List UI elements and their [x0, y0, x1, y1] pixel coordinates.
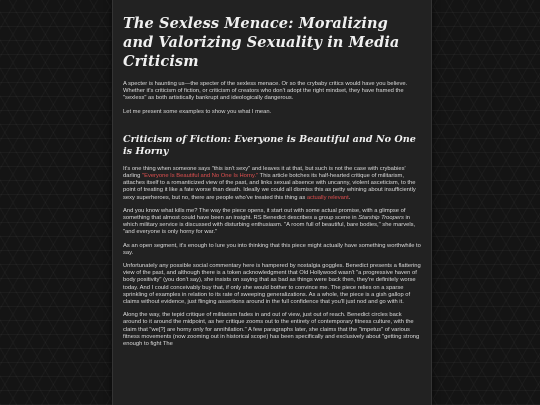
- paragraph-text: .: [348, 194, 351, 201]
- section-heading: Criticism of Fiction: Everyone is Beautiful and No One is Horny: [123, 133, 416, 157]
- paragraph-text: And you know what kills me? The way the piece opens, it start out with some actual promise, with a glimpse of something that almost could have been an insight. RS Benedict describes a group scene in: [123, 207, 406, 222]
- article-link[interactable]: "Everyone Is Beautiful and No One Is Horny.": [142, 173, 259, 180]
- film-title: Starship Troopers: [358, 215, 404, 222]
- article-content: [113, 0, 431, 348]
- article-panel: [112, 0, 432, 405]
- body-paragraph: Unfortunately any possible social commentary here is hampered by nostalgia goggles. Benedict presents a flattering view of the past, and although there is a token acknowledgment that Old Hollywood wasn't "a progressive haven of body positivity" (you don't say), she insists on saying that as bad as things were back then, they're definitely worse today. And I could conceivably buy that, if only she would bother to convince me. The piece relies on a sparse sprinkling of examples in relation to its rate of sweeping generalizations. As a whole, the piece is a gish gallop of claims without evidence, just flinging assertions around in the full confidence that you'll just nod and go with it.: [123, 263, 421, 306]
- paragraph-text: in which military service is discussed with disturbing enthusiasm. "A room full of beautiful, bare bodies," she marvels, "and everyone is only horny for war.": [123, 215, 416, 236]
- body-paragraph: Along the way, the tepid critique of militarism fades in and out of view, just out of reach. Benedict circles back around to it around the midpoint, as her critique zooms out to the entirety of contemporary fitness culture, with the claim that "we[?] are horny only for annihilation." A few paragraphs later, she claims that the "impetus" of various fitness movements (now zooming out in historical scope) has been specifically and exclusively about "getting strong enough to fight The: [123, 312, 420, 348]
- body-paragraph: [123, 166, 421, 202]
- relevant-link[interactable]: actually relevant: [306, 194, 349, 201]
- intro-paragraph: A specter is haunting us—the specter of the sexless menace. Or so the crybaby critics would have you believe. Whether it's criticism of fiction, or criticism of creators who don't adopt the right mindset, they have framed the "sexless" as both artistically bankrupt and ideologically dangerous.: [123, 81, 408, 102]
- paragraph-text: It's one thing when someone says "this isn't sexy" and leaves it at that, but such is not the case with crybabies' darling: [123, 165, 406, 180]
- post-title: The Sexless Menace: Moralizing and Valorizing Sexuality in Media Criticism: [123, 15, 400, 70]
- body-paragraph: [123, 208, 421, 237]
- body-paragraph: As an open segment, it's enough to lure you into thinking that this piece might actually have something worthwhile to say.: [123, 242, 421, 256]
- intro-paragraph: Let me present some examples to show you what I mean.: [123, 108, 272, 115]
- paragraph-text: This article botches its half-hearted critique of militarism, attaches itself to a romanticized view of the past, and links sexual absence with uncanny, violent asceticism, to the point of treating it like a fate worse than death. Ideally we could all dismiss this as petty whining about insufficiently sexy superheroes, but no, there are people who've treated this thing as: [123, 173, 416, 201]
